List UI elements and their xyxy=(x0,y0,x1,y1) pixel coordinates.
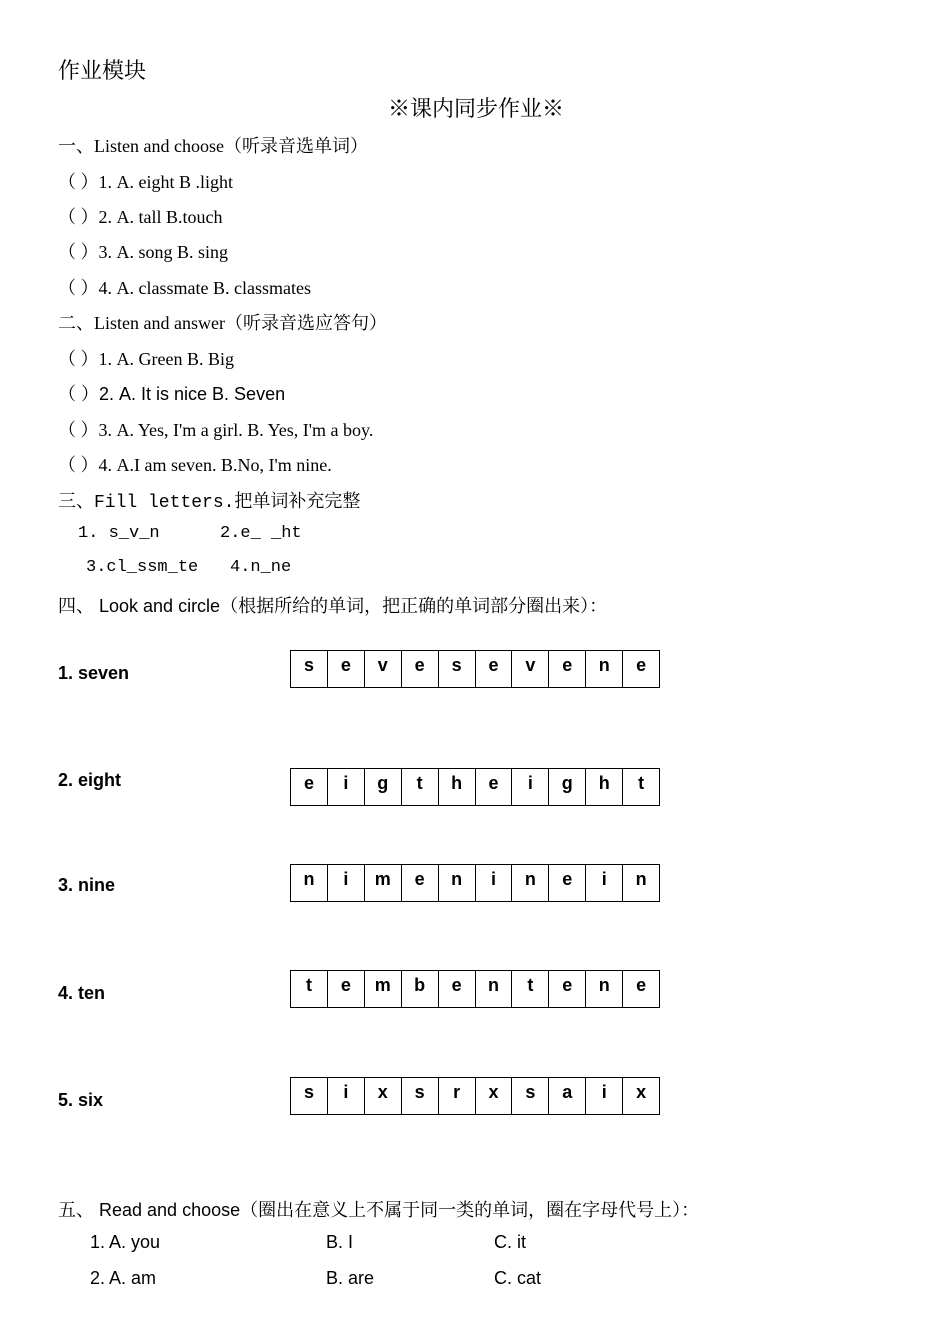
part1-item: （ ）2. A. tall B.touch xyxy=(58,207,223,227)
letter-grid-1 xyxy=(290,650,660,688)
letter-cell[interactable]: e xyxy=(328,971,365,1007)
letter-cell[interactable]: s xyxy=(291,651,328,687)
letter-cell[interactable]: h xyxy=(586,769,623,805)
letter-cell[interactable]: s xyxy=(402,1078,439,1114)
letter-cell[interactable]: n xyxy=(291,865,328,901)
part5-row-2-option-a[interactable]: 2. A. am xyxy=(90,1268,157,1288)
letter-cell[interactable]: i xyxy=(328,865,365,901)
letter-cell[interactable]: n xyxy=(512,865,549,901)
part1-heading: 一、Listen and choose（听录音选单词） xyxy=(58,136,368,156)
circle-row-2-label: 2. eight xyxy=(58,770,122,790)
letter-cell[interactable]: n xyxy=(476,971,513,1007)
circle-row-5-label: 5. six xyxy=(58,1090,104,1110)
letter-cell[interactable]: r xyxy=(439,1078,476,1114)
letter-grid-3 xyxy=(290,864,660,902)
letter-cell[interactable]: x xyxy=(636,1082,647,1102)
letter-cell[interactable]: t xyxy=(402,769,439,805)
letter-cell[interactable]: i xyxy=(476,865,513,901)
letter-cell[interactable]: t xyxy=(638,773,645,793)
part1-item: （ ）3. A. song B. sing xyxy=(58,242,229,262)
letter-cell[interactable]: v xyxy=(365,651,402,687)
part3-item: 4.n_ne xyxy=(230,558,292,577)
letter-cell[interactable]: g xyxy=(549,769,586,805)
letter-cell[interactable]: e xyxy=(549,865,586,901)
letter-cell[interactable]: e xyxy=(402,651,439,687)
part2-item: （ ）2. A. It is nice B. Seven xyxy=(58,384,286,404)
letter-cell[interactable]: n xyxy=(439,865,476,901)
letter-grid-5 xyxy=(290,1077,660,1115)
letter-cell[interactable]: s xyxy=(439,651,476,687)
part1-item: （ ）1. A. eight B .light xyxy=(58,172,233,192)
part3-item: 3.cl_ssm_te xyxy=(86,558,199,577)
part2-item: （ ）1. A. Green B. Big xyxy=(58,349,234,369)
letter-cell[interactable]: i xyxy=(586,1078,623,1114)
part5-row-2-option-b[interactable]: B. are xyxy=(326,1268,375,1288)
letter-cell[interactable]: b xyxy=(402,971,439,1007)
part3-heading: 三、Fill letters.把单词补充完整 xyxy=(58,493,361,513)
letter-cell[interactable]: h xyxy=(439,769,476,805)
part3-item: 2.e_ _ht xyxy=(220,524,302,543)
letter-cell[interactable]: g xyxy=(365,769,402,805)
letter-cell[interactable]: s xyxy=(291,1078,328,1114)
letter-cell[interactable]: e xyxy=(549,651,586,687)
letter-cell[interactable]: n xyxy=(586,971,623,1007)
part5-row-2-option-c[interactable]: C. cat xyxy=(494,1268,542,1288)
part2-item: （ ）3. A. Yes, I'm a girl. B. Yes, I'm a boy. xyxy=(58,420,374,440)
part4-heading: 四、 Look and circle（根据所给的单词，把正确的单词部分圈出来）： xyxy=(58,596,608,616)
circle-row-3-label: 3. nine xyxy=(58,875,116,895)
part5-row-1-option-a[interactable]: 1. A. you xyxy=(90,1232,161,1252)
part5-row-1-option-c[interactable]: C. it xyxy=(494,1232,527,1252)
part5-heading: 五、 Read and choose（圈出在意义上不属于同一类的单词，圈在字母代号上）： xyxy=(58,1200,700,1220)
letter-cell[interactable]: e xyxy=(549,971,586,1007)
letter-cell[interactable]: n xyxy=(586,651,623,687)
letter-cell[interactable]: e xyxy=(291,769,328,805)
letter-cell[interactable]: s xyxy=(512,1078,549,1114)
letter-cell[interactable]: e xyxy=(636,975,647,995)
letter-cell[interactable]: a xyxy=(549,1078,586,1114)
letter-grid-2 xyxy=(290,768,660,806)
letter-cell[interactable]: n xyxy=(635,869,647,889)
letter-cell[interactable]: e xyxy=(328,651,365,687)
letter-cell[interactable]: x xyxy=(365,1078,402,1114)
letter-cell[interactable]: i xyxy=(586,865,623,901)
letter-cell[interactable]: i xyxy=(512,769,549,805)
letter-cell[interactable]: e xyxy=(476,769,513,805)
letter-cell[interactable]: m xyxy=(365,865,402,901)
letter-cell[interactable]: e xyxy=(402,865,439,901)
letter-cell[interactable]: t xyxy=(291,971,328,1007)
letter-cell[interactable]: e xyxy=(476,651,513,687)
part2-item: （ ）4. A.I am seven. B.No, I'm nine. xyxy=(58,455,332,475)
letter-grid-4 xyxy=(290,970,660,1008)
part5-row-1-option-b[interactable]: B. I xyxy=(326,1232,354,1252)
module-title: 作业模块 xyxy=(58,58,147,83)
letter-cell[interactable]: e xyxy=(439,971,476,1007)
part3-item: 1. s_v_n xyxy=(78,524,160,543)
part1-item: （ ）4. A. classmate B. classmates xyxy=(58,278,311,298)
circle-row-1-label: 1. seven xyxy=(58,663,130,683)
part2-heading: 二、Listen and answer（听录音选应答句） xyxy=(58,313,387,333)
letter-cell[interactable]: i xyxy=(328,1078,365,1114)
letter-cell[interactable]: t xyxy=(512,971,549,1007)
circle-row-4-label: 4. ten xyxy=(58,983,106,1003)
section-title: ※课内同步作业※ xyxy=(388,96,565,121)
letter-cell[interactable]: v xyxy=(512,651,549,687)
letter-cell[interactable]: i xyxy=(328,769,365,805)
letter-cell[interactable]: m xyxy=(365,971,402,1007)
letter-cell[interactable]: x xyxy=(476,1078,513,1114)
letter-cell[interactable]: e xyxy=(636,655,647,675)
